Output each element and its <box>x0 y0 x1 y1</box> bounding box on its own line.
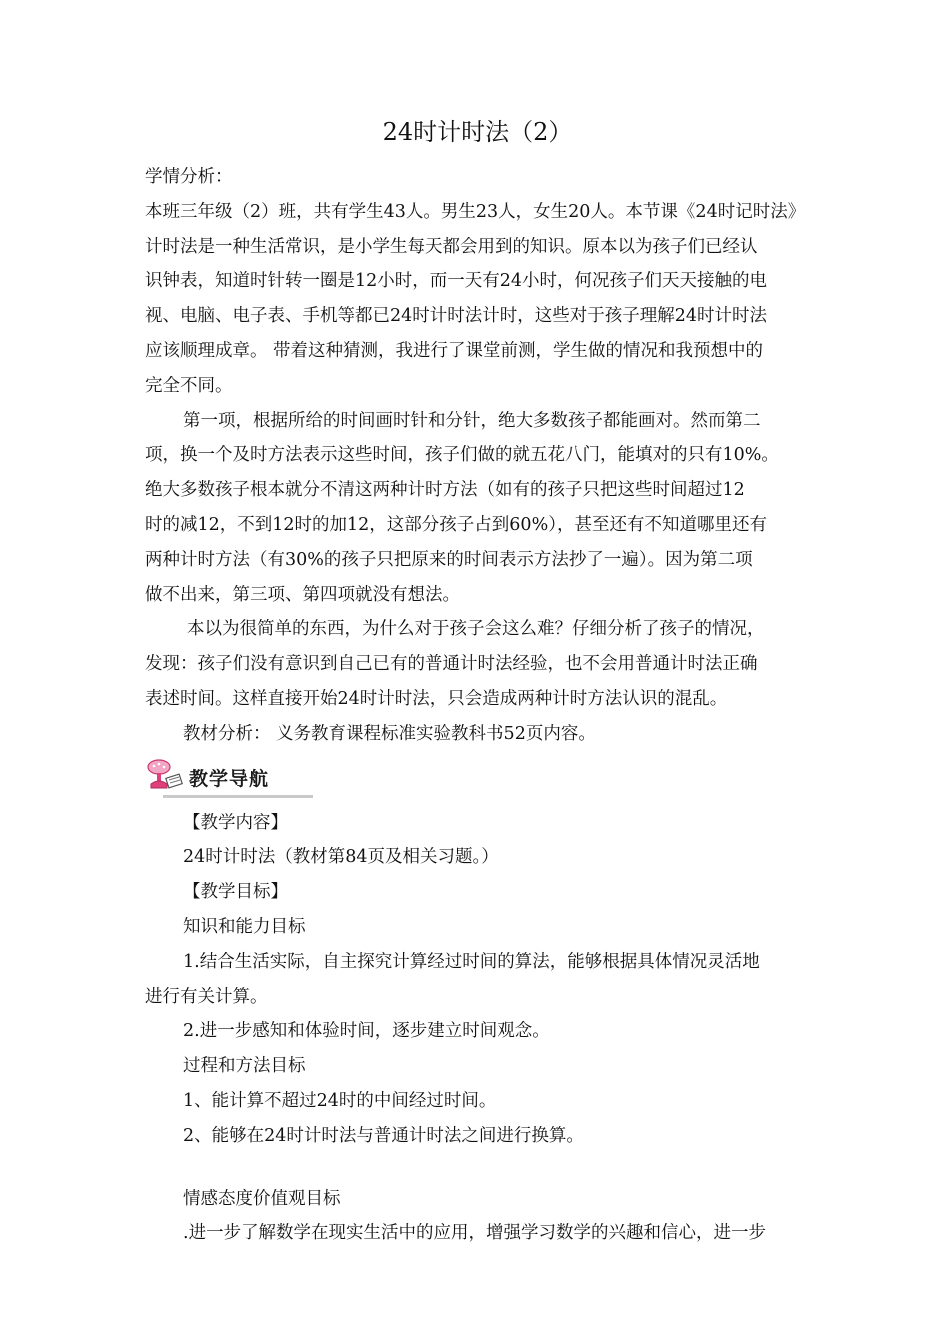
knowledge-item-2: 2.进一步感知和体验时间，逐步建立时间观念。 <box>183 1021 550 1042</box>
lamp-icon <box>145 758 185 798</box>
emotion-goals-heading: 情感态度价值观目标 <box>183 1188 341 1209</box>
text-line: 发现：孩子们没有意识到自己已有的普通计时法经验，也不会用普通计时法正确 <box>145 654 758 675</box>
spacer <box>145 1154 810 1182</box>
text-line: 进行有关计算。 <box>145 986 268 1007</box>
teaching-goals-heading: 【教学目标】 <box>183 882 288 903</box>
text-line: 第一项，根据所给的时间画时针和分针，绝大多数孩子都能画对。然而第二 <box>183 410 761 431</box>
text-line: 时的减12，不到12时的加12，这部分孩子占到60%），甚至还有不知道哪里还有 <box>145 514 767 535</box>
text-line: 做不出来，第三项、第四项就没有想法。 <box>145 584 460 605</box>
analysis-paragraph <box>145 195 810 404</box>
teaching-nav-banner <box>145 756 810 800</box>
knowledge-goals-heading: 知识和能力目标 <box>183 916 306 937</box>
nav-underline <box>163 795 313 798</box>
process-item-1: 1、能计算不超过24时的中间经过时间。 <box>183 1090 497 1111</box>
text-line: 完全不同。 <box>145 375 233 396</box>
text-line: 识钟表，知道时针转一圈是12小时，而一天有24小时，何况孩子们天天接触的电 <box>145 271 768 292</box>
teaching-content: 24时计时法（教材第84页及相关习题。） <box>183 847 499 868</box>
text-line: 计时法是一种生活常识，是小学生每天都会用到的知识。原本以为孩子们已经认 <box>145 236 758 257</box>
reflection-paragraph <box>145 612 810 716</box>
knowledge-item-1 <box>145 945 810 1015</box>
nav-badge <box>145 760 277 796</box>
text-line: 1.结合生活实际，自主探究计算经过时间的算法，能够根据具体情况灵活地 <box>183 951 760 972</box>
text-line: 应该顺理成章。 带着这种猜测，我进行了课堂前测，学生做的情况和我预想中的 <box>145 340 764 361</box>
nav-label: 教学导航 <box>189 768 270 791</box>
text-line: 本班三年级（2）班，共有学生43人。男生23人，女生20人。本节课《24时记时法》 <box>145 201 806 222</box>
text-line: 绝大多数孩子根本就分不清这两种计时方法（如有的孩子只把这些时间超过12 <box>145 480 745 501</box>
text-line: 表述时间。这样直接开始24时计时法，只会造成两种计时方法认识的混乱。 <box>145 688 728 709</box>
text-line: 项，换一个及时方法表示这些时间，孩子们做的就五花八门，能填对的只有10%。 <box>145 445 779 466</box>
process-item-2: 2、能够在24时计时法与普通计时法之间进行换算。 <box>183 1125 584 1146</box>
text-line: 本以为很简单的东西，为什么对于孩子会这么难？仔细分析了孩子的情况， <box>187 619 765 640</box>
text-line: 视、电脑、电子表、手机等都已24时计时法计时，这些对于孩子理解24时计时法 <box>145 306 768 327</box>
text-line: 两种计时方法（有30%的孩子只把原来的时间表示方法抄了一遍）。因为第二项 <box>145 549 753 570</box>
material-analysis: 教材分析： 义务教育课程标准实验教科书52页内容。 <box>183 723 596 744</box>
pretest-paragraph <box>145 404 810 613</box>
emotion-item: .进一步了解数学在现实生活中的应用，增强学习数学的兴趣和信心，进一步 <box>183 1223 767 1244</box>
process-goals-heading: 过程和方法目标 <box>183 1056 306 1077</box>
analysis-heading: 学情分析： <box>145 167 233 187</box>
page-title: 24时计时法（2） <box>382 118 573 146</box>
document-page <box>145 112 810 1251</box>
teaching-content-heading: 【教学内容】 <box>183 812 288 833</box>
